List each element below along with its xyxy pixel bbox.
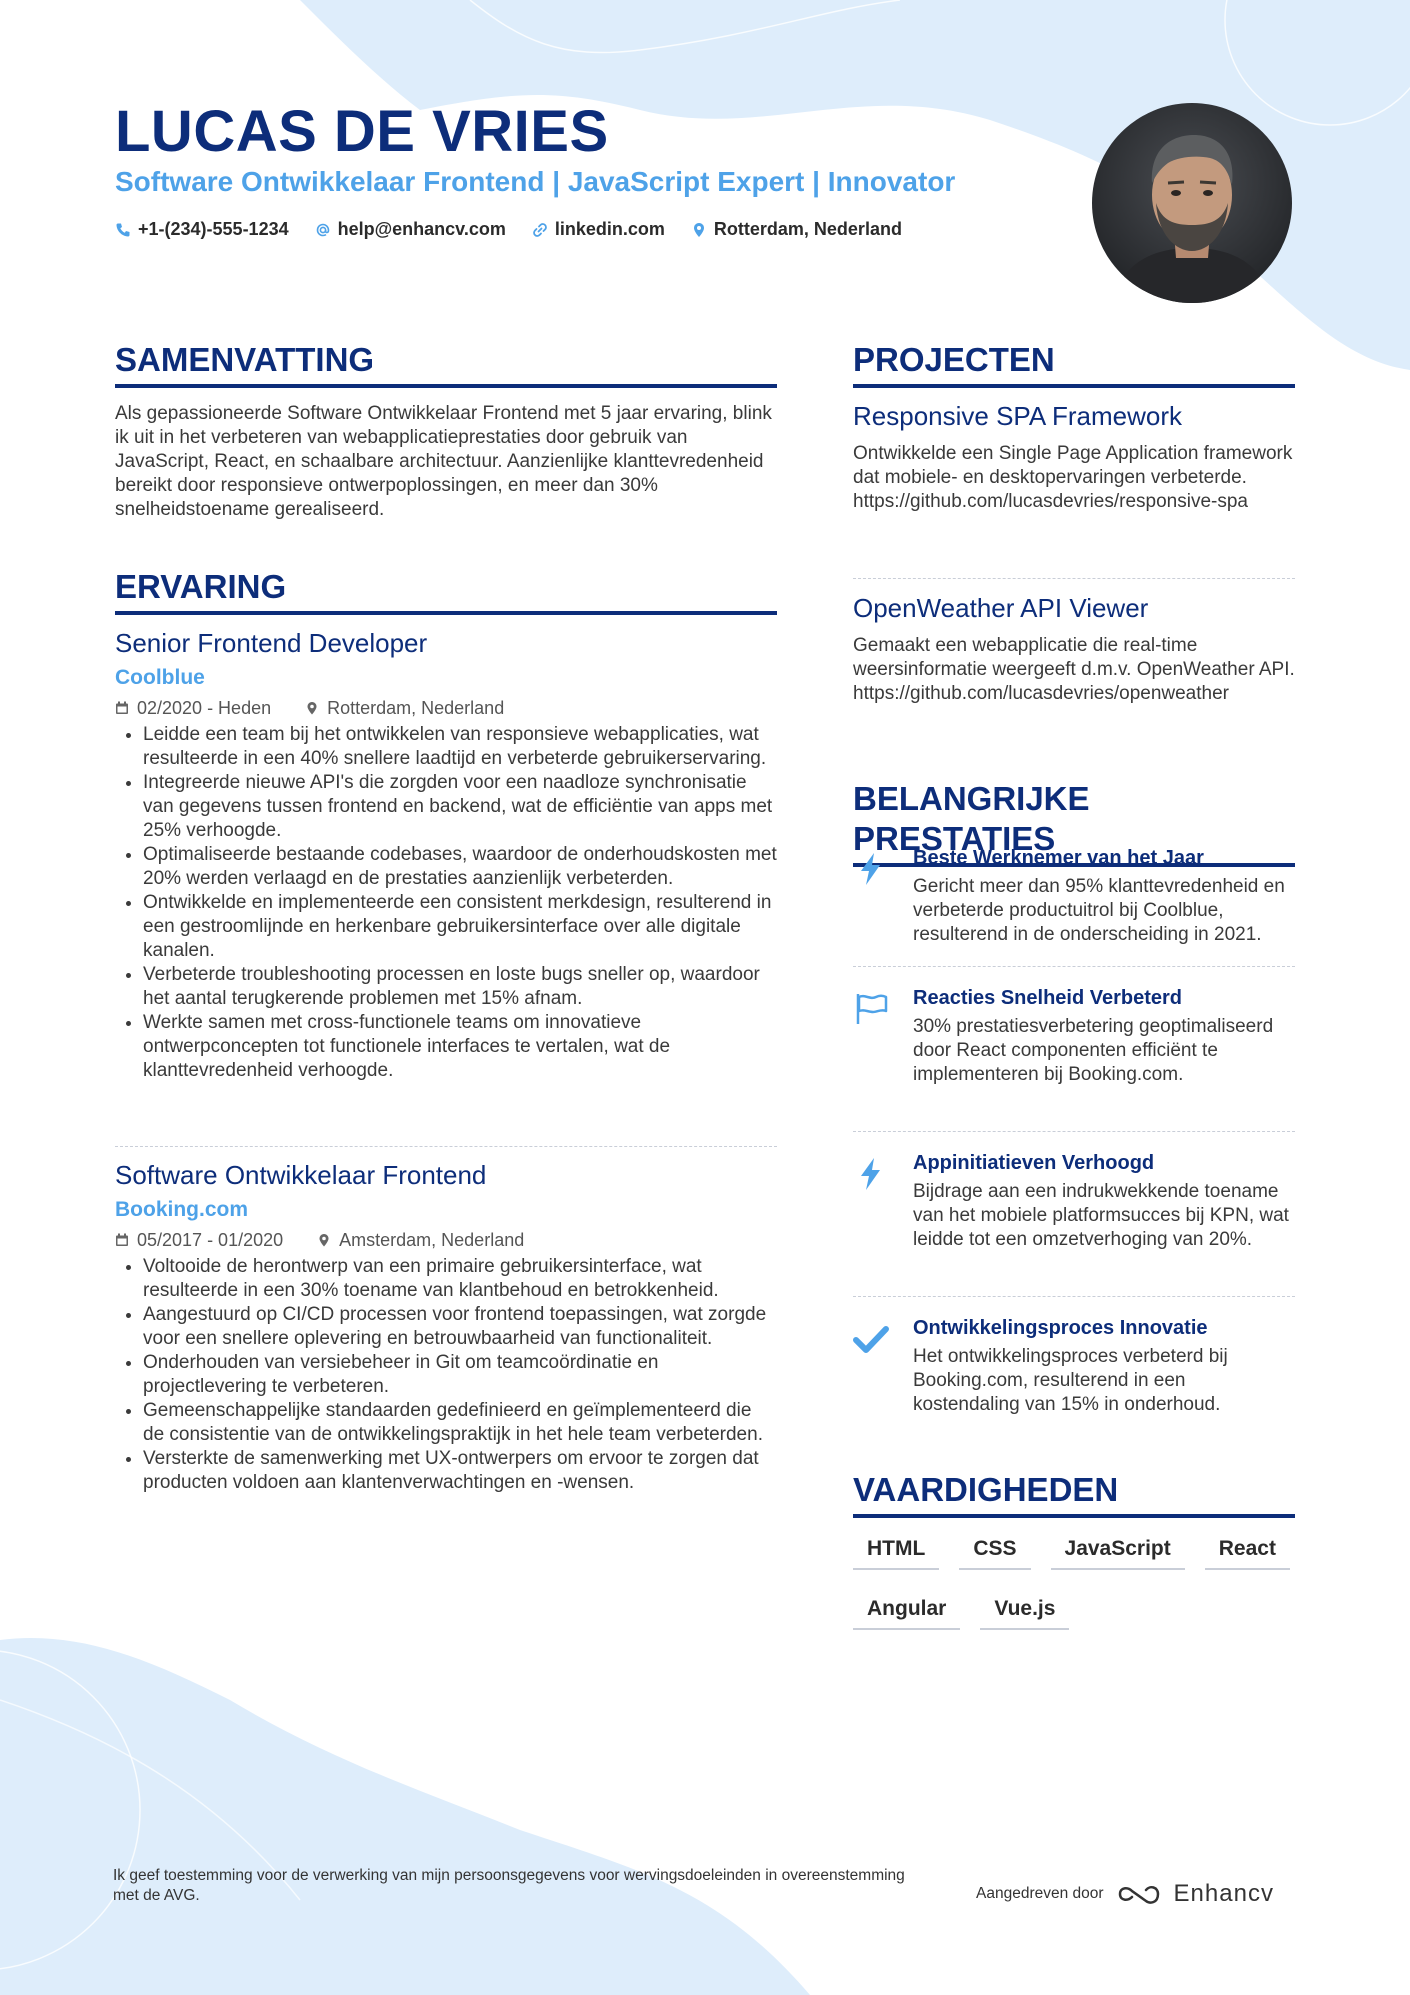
profile-photo [1092,103,1292,303]
job-location: Amsterdam, Nederland [339,1230,525,1250]
project-description: Gemaakt een webapplicatie die real-time weersinformatie weergeeft d.m.v. OpenWeather API. https://github.com/lucasdevries/openweather [853,635,1295,704]
skill-tag: CSS [959,1530,1030,1570]
divider [853,1131,1295,1132]
achievement-title: Reacties Snelheid Verbeterd [913,987,1183,1009]
job-entry [115,627,777,1083]
achievement-description: Bijdrage aan een indrukwekkende toename van het mobiele platformsucces bij KPN, wat leidde tot een omzetverhoging van 20%. [913,1181,1289,1250]
lightning-icon [853,1156,889,1192]
skill-tag: React [1205,1530,1290,1570]
project-entry [853,400,1295,514]
skill-tag: Angular [853,1590,960,1630]
job-title: Software Ontwikkelaar Frontend [115,1160,487,1190]
section-heading-experience: ERVARING [115,567,777,615]
section-heading-skills: VAARDIGHEDEN [853,1470,1295,1518]
job-meta [115,697,777,719]
skills-list [853,1530,1295,1630]
divider [115,1146,777,1147]
achievement-item [853,1150,1295,1252]
powered-by-label: Aangedreven door [976,1885,1104,1902]
contact-linkedin-text: linkedin.com [554,219,665,239]
job-bullet: • Verbeterde troubleshooting processen en loste bugs sneller op, waardoor het aantal terugkerende problemen met 15% afnam. [143,963,777,1011]
skill-tag: Vue.js [980,1590,1069,1630]
job-dates: 02/2020 - Heden [137,698,272,718]
achievement-title: Beste Werknemer van het Jaar [913,847,1204,869]
checkmark-icon [853,1321,889,1357]
phone-icon [115,222,131,238]
enhancv-logo-icon [1116,1882,1162,1906]
summary-text: Als gepassioneerde Software Ontwikkelaar Frontend met 5 jaar ervaring, blink ik uit in het verbeteren van webapplicatieprestaties door gebruik van JavaScript, React, en schaalbare architectuur. Aanzienlijke klanttevredenheid bereikt door responsieve ontwerpoplossingen, en meer dan 30% snelheidstoename gerealiseerd. [115,403,772,520]
achievement-item [853,845,1295,947]
contact-phone-text: +1-(234)-555-1234 [138,219,289,239]
job-meta [115,1229,777,1251]
job-bullets [115,723,777,1083]
job-bullet: • Leidde een team bij het ontwikkelen van responsieve webapplicaties, wat resulteerde in een 40% snellere laadtijd en verbeterde gebruikerservaring. [143,723,777,771]
job-bullets [115,1255,777,1495]
skill-tag: HTML [853,1530,939,1570]
contact-bar [115,219,902,240]
job-bullet: • Gemeenschappelijke standaarden gedefinieerd en geïmplementeerd die de consistentie van de ontwikkelingspraktijk in het hele team verbeterden. [143,1399,777,1447]
gdpr-consent-text: Ik geef toestemming voor de verwerking van mijn persoonsgegevens voor wervingsdoeleinden in overeenstemming met de AVG. [113,1867,905,1904]
project-entry [853,592,1295,706]
contact-location-text: Rotterdam, Nederland [713,219,902,239]
location-icon [691,222,707,238]
location-icon [317,1233,331,1247]
achievement-description: 30% prestatiesverbetering geoptimaliseerd door React componenten efficiënt te implementeren bij Booking.com. [913,1016,1274,1085]
contact-email[interactable] [315,219,506,240]
achievement-description: Het ontwikkelingsproces verbeterd bij Booking.com, resulterend in een kostendaling van 15% in onderhoud. [913,1346,1228,1415]
job-bullet: • Voltooide de herontwerp van een primaire gebruikersinterface, wat resulteerde in een 30% toename van klantbehoud en betrokkenheid. [143,1255,777,1303]
project-description: Ontwikkelde een Single Page Application framework dat mobiele- en desktopervaringen verbeterde. https://github.com/lucasdevries/responsive-spa [853,443,1293,512]
location-icon [305,701,319,715]
achievement-item [853,1315,1295,1417]
divider [853,1296,1295,1297]
section-heading-achievements: BELANGRIJKE PRESTATIES [853,779,1295,867]
job-bullet: • Versterkte de samenwerking met UX-ontwerpers om ervoor te zorgen dat producten voldoen aan klantenverwachtingen en -wensen. [143,1447,777,1495]
company-name[interactable]: Booking.com [115,1198,249,1221]
company-name[interactable]: Coolblue [115,666,205,689]
link-icon [532,222,548,238]
enhancv-wordmark: Enhancv [1173,1880,1274,1907]
job-bullet: • Aangestuurd op CI/CD processen voor frontend toepassingen, wat zorgde voor een snellere oplevering en betrouwbaarheid van functionaliteit. [143,1303,777,1351]
section-heading-summary: SAMENVATTING [115,340,777,388]
achievement-title: Ontwikkelingsproces Innovatie [913,1317,1208,1339]
achievement-title: Appinitiatieven Verhoogd [913,1152,1155,1174]
candidate-title: Software Ontwikkelaar Frontend | JavaScript Expert | Innovator [115,166,956,197]
job-bullet: • Ontwikkelde en implementeerde een consistent merkdesign, resulterend in een gestroomlijnde en herkenbare gebruikersinterface over alle digitale kanalen. [143,891,777,963]
job-location: Rotterdam, Nederland [327,698,505,718]
divider [853,578,1295,579]
candidate-name: LUCAS DE VRIES [115,99,609,164]
job-dates: 05/2017 - 01/2020 [137,1230,284,1250]
contact-location [691,219,902,240]
contact-linkedin[interactable] [532,219,665,240]
contact-email-text: help@enhancv.com [337,219,506,239]
contact-phone[interactable] [115,219,289,240]
achievement-item [853,985,1295,1087]
achievement-description: Gericht meer dan 95% klanttevredenheid en verbeterde productuitrol bij Coolblue, resulterend in de onderscheiding in 2021. [913,876,1285,945]
lightning-icon [853,851,889,887]
project-title: OpenWeather API Viewer [853,593,1149,623]
section-heading-projects: PROJECTEN [853,340,1295,388]
job-bullet: • Werkte samen met cross-functionele teams om innovatieve ontwerpconcepten tot functionele interfaces te vertalen, wat de klanttevredenheid verhoogde. [143,1011,777,1083]
job-bullet: • Integreerde nieuwe API's die zorgden voor een naadloze synchronisatie van gegevens tussen frontend en backend, wat de efficiëntie van apps met 25% verhoogde. [143,771,777,843]
job-bullet: • Optimaliseerde bestaande codebases, waardoor de onderhoudskosten met 20% werden verlaagd en de prestaties aanzienlijk verbeterden. [143,843,777,891]
calendar-icon [115,701,129,715]
skill-tag: JavaScript [1051,1530,1185,1570]
powered-by[interactable] [976,1880,1274,1908]
job-title: Senior Frontend Developer [115,628,428,658]
job-entry [115,1159,777,1495]
flag-icon [853,991,889,1027]
project-title: Responsive SPA Framework [853,401,1182,431]
divider [853,966,1295,967]
job-bullet: • Onderhouden van versiebeheer in Git om teamcoördinatie en projectlevering te verbeteren. [143,1351,777,1399]
calendar-icon [115,1233,129,1247]
at-icon [315,222,331,238]
